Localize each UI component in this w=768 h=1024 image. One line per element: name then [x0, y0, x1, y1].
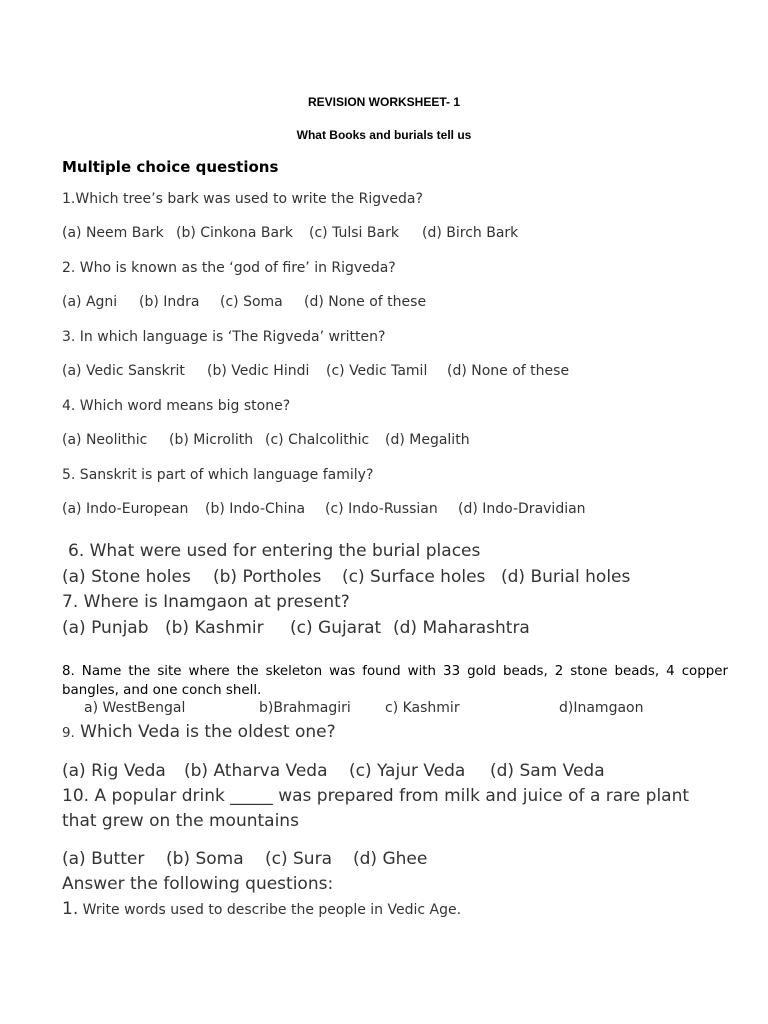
option-a: a) WestBengal [84, 700, 186, 716]
option-a: (a) Punjab [62, 618, 149, 638]
question-1: 1.Which tree’s bark was used to write the Rigveda? [62, 191, 423, 207]
option-c: c) Kashmir [385, 700, 460, 716]
option-b: (b) Kashmir [165, 618, 264, 638]
question-6-options [0, 567, 768, 587]
worksheet-title: REVISION WORKSHEET- 1 [307, 95, 461, 109]
option-a: (a) Neolithic [62, 432, 148, 448]
question-3-options [0, 363, 768, 383]
option-b: (b) Microlith [169, 432, 254, 448]
option-a: (a) Agni [62, 294, 118, 310]
option-a: (a) Indo-European [62, 501, 189, 517]
question-7: 7. Where is Inamgaon at present? [62, 592, 350, 612]
option-b: (b) Cinkona Bark [176, 225, 293, 241]
section-heading-mcq: Multiple choice questions [62, 158, 279, 176]
question-9-number: 9. [62, 726, 75, 741]
worksheet-subtitle: What Books and burials tell us [296, 128, 472, 142]
option-c: (c) Chalcolithic [265, 432, 370, 448]
option-a: (a) Stone holes [62, 567, 191, 587]
option-b: (b) Portholes [213, 567, 322, 587]
option-d: (d) Megalith [385, 432, 470, 448]
option-c: (c) Yajur Veda [349, 761, 466, 781]
option-a: (a) Neem Bark [62, 225, 164, 241]
question-4: 4. Which word means big stone? [62, 398, 291, 414]
question-7-options [0, 618, 768, 638]
option-d: d)Inamgaon [559, 700, 644, 716]
option-a: (a) Butter [62, 849, 145, 869]
question-9 [62, 722, 336, 742]
option-b: (b) Soma [166, 849, 244, 869]
option-d: (d) Sam Veda [490, 761, 605, 781]
answer-question-1-number: 1. [62, 899, 79, 919]
option-c: (c) Soma [220, 294, 283, 310]
question-9-text: Which Veda is the oldest one? [74, 722, 336, 742]
option-c: (c) Vedic Tamil [326, 363, 428, 379]
answer-question-1-text: Write words used to describe the people in Vedic Age. [78, 902, 462, 918]
option-a: (a) Rig Veda [62, 761, 166, 781]
option-c: (c) Sura [265, 849, 332, 869]
question-4-options [0, 432, 768, 452]
question-2: 2. Who is known as the ‘god of fire’ in Rigveda? [62, 260, 396, 276]
question-3: 3. In which language is ‘The Rigveda’ written? [62, 329, 386, 345]
option-d: (d) Ghee [353, 849, 428, 869]
option-a: (a) Vedic Sanskrit [62, 363, 185, 379]
section-heading-answer: Answer the following questions: [62, 874, 334, 894]
option-b: (b) Atharva Veda [184, 761, 328, 781]
option-b: (b) Indo-China [205, 501, 306, 517]
question-6: 6. What were used for entering the burial places [68, 541, 481, 561]
option-b: b)Brahmagiri [259, 700, 351, 716]
question-5: 5. Sanskrit is part of which language family? [62, 467, 374, 483]
option-d: (d) Indo-Dravidian [458, 501, 586, 517]
question-9-options [0, 761, 768, 781]
question-10-options [0, 849, 768, 869]
option-c: (c) Indo-Russian [325, 501, 438, 517]
option-c: (c) Gujarat [290, 618, 382, 638]
option-c: (c) Surface holes [342, 567, 486, 587]
question-8: 8. Name the site where the skeleton was found with 33 gold beads, 2 stone beads, 4 copper bangles, and one conch shell. [62, 664, 728, 698]
option-c: (c) Tulsi Bark [309, 225, 399, 241]
question-8-options [0, 700, 768, 720]
question-2-options [0, 294, 768, 314]
question-5-options [0, 501, 768, 521]
option-d: (d) Birch Bark [422, 225, 519, 241]
option-d: (d) Burial holes [501, 567, 631, 587]
option-d: (d) None of these [304, 294, 427, 310]
question-10: 10. A popular drink _____ was prepared from milk and juice of a rare plant that grew on the mountains [62, 786, 690, 831]
question-1-options [0, 225, 768, 245]
option-d: (d) None of these [447, 363, 570, 379]
answer-question-1 [62, 899, 461, 919]
option-b: (b) Indra [139, 294, 200, 310]
option-d: (d) Maharashtra [393, 618, 530, 638]
option-b: (b) Vedic Hindi [207, 363, 310, 379]
